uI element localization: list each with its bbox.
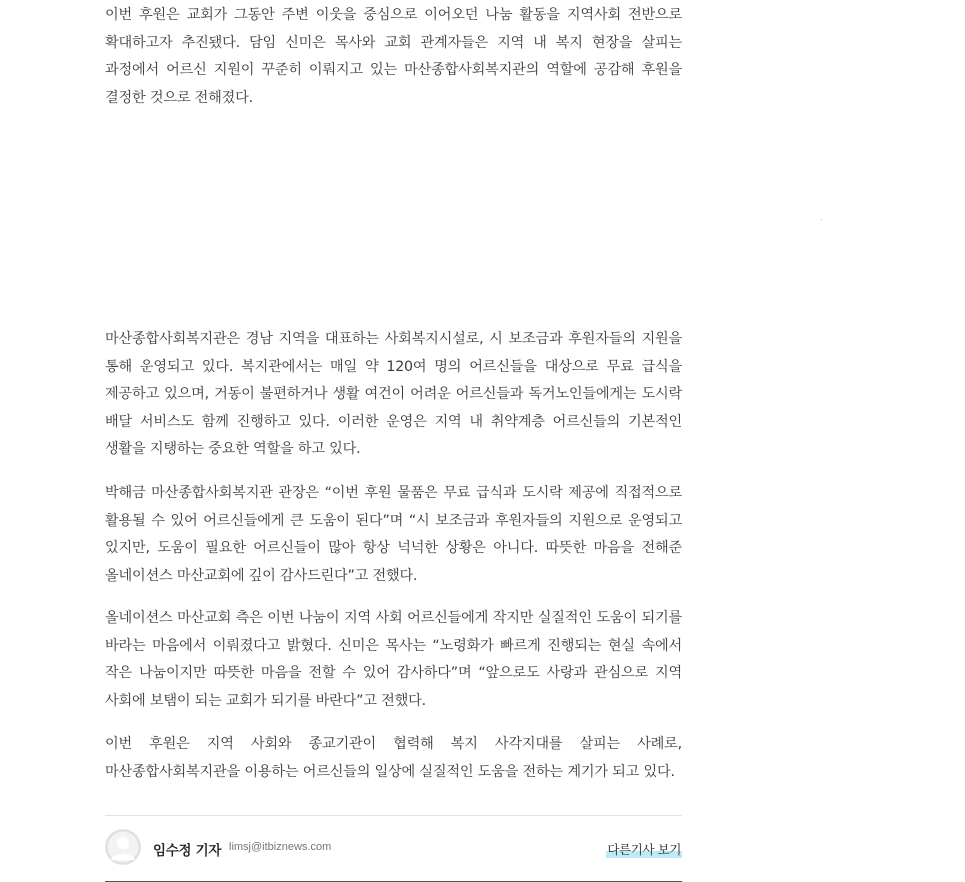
article-paragraph-5: 이번 후원은 지역 사회와 종교기관이 협력해 복지 사각지대를 살피는 사례로, 마산종합사회복지관을 이용하는 어르신들의 일상에 실질적인 도움을 전하는 계기가 되고 있다.: [105, 736, 682, 780]
stray-dot: [821, 219, 822, 220]
ad-placeholder: [105, 118, 682, 318]
reporter-byline: [105, 828, 682, 868]
user-silhouette-icon: [105, 829, 141, 865]
more-articles-link[interactable]: 다른기사 보기: [607, 842, 681, 857]
article-paragraph-1: 이번 후원은 교회가 그동안 주변 이웃을 중심으로 이어오던 나눔 활동을 지역사회 전반으로 확대하고자 추진됐다. 담임 신미은 목사와 교회 관계자들은 지역 내 복지 현장을 살피는 과정에서 어르신 지원이 꾸준히 이뤄지고 있는 마산종합사회복지관의 역할에 공감해 후원을 결정한 것으로 전해졌다.: [105, 7, 682, 106]
article-paragraph-4: 올네이션스 마산교회 측은 이번 나눔이 지역 사회 어르신들에게 작지만 실질적인 도움이 되기를 바라는 마음에서 이뤄졌다고 밝혔다. 신미은 목사는 “노령화가 빠르게 진행되는 현실 속에서 작은 나눔이지만 따뜻한 마음을 전할 수 있어 감사하다”며 “앞으로도 사랑과 관심으로 지역 사회에 보탬이 되는 교회가 되기를 바란다”고 전했다.: [105, 610, 682, 709]
reporter-name: 임수정 기자: [153, 843, 222, 859]
article-paragraph-2: 마산종합사회복지관은 경남 지역을 대표하는 사회복지시설로, 시 보조금과 후원자들의 지원을 통해 운영되고 있다. 복지관에서는 매일 약 120여 명의 어르신들을 대상으로 무료 급식을 제공하고 있으며, 거동이 불편하거나 생활 여건이 어려운 어르신들과 독거노인들에게는 도시락 배달 서비스도 함께 진행하고 있다. 이러한 운영은 지역 내 취약계층 어르신들의 기본적인 생활을 지탱하는 중요한 역할을 하고 있다.: [105, 331, 682, 458]
reporter-email[interactable]: limsj@itbiznews.com: [229, 841, 332, 853]
article-paragraph-3: 박해금 마산종합사회복지관 관장은 “이번 후원 물품은 무료 급식과 도시락 제공에 직접적으로 활용될 수 있어 어르신들에게 큰 도움이 된다”며 “시 보조금과 후원자들의 지원으로 운영되고 있지만, 도움이 필요한 어르신들이 많아 항상 넉넉한 상황은 아니다. 따뜻한 마음을 전해준 올네이션스 마산교회에 깊이 감사드린다”고 전했다.: [105, 485, 682, 584]
byline-divider-top: [105, 815, 682, 816]
